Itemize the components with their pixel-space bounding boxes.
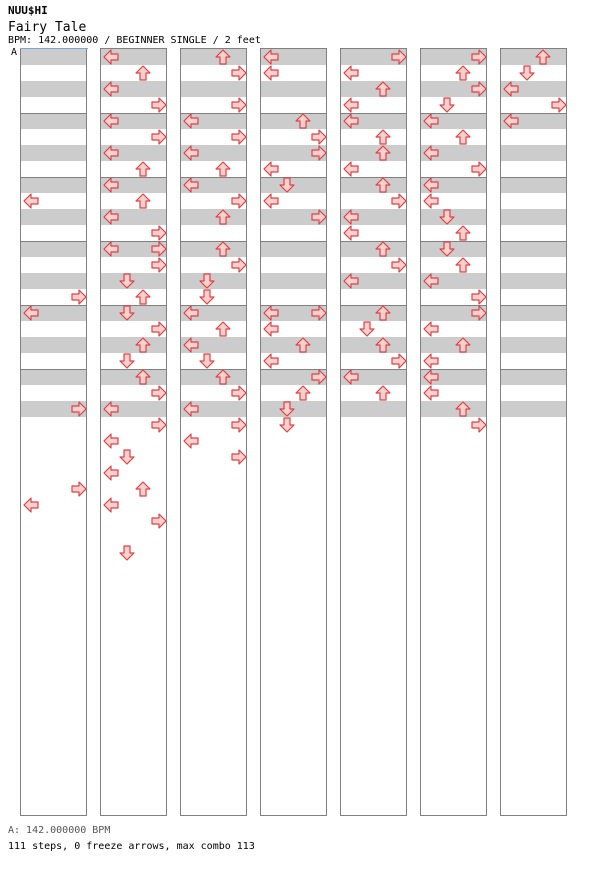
up-arrow-icon: [215, 241, 231, 257]
left-arrow-icon: [263, 49, 279, 65]
measure-line: [341, 241, 406, 242]
beat-band: [341, 401, 406, 417]
left-arrow-icon: [103, 145, 119, 161]
measure-line: [261, 241, 326, 242]
up-arrow-icon: [135, 193, 151, 209]
chart-column: [260, 48, 327, 816]
right-arrow-icon: [231, 65, 247, 81]
beat-band: [21, 337, 86, 353]
up-arrow-icon: [375, 177, 391, 193]
chart-column: [340, 48, 407, 816]
down-arrow-icon: [119, 545, 135, 561]
beat-band: [181, 49, 246, 65]
left-arrow-icon: [103, 433, 119, 449]
down-arrow-icon: [359, 321, 375, 337]
right-arrow-icon: [471, 289, 487, 305]
measure-line: [101, 369, 166, 370]
right-arrow-icon: [471, 81, 487, 97]
chart-column: [20, 48, 87, 816]
left-arrow-icon: [183, 337, 199, 353]
up-arrow-icon: [455, 65, 471, 81]
left-arrow-icon: [423, 369, 439, 385]
up-arrow-icon: [135, 369, 151, 385]
left-arrow-icon: [343, 273, 359, 289]
right-arrow-icon: [471, 305, 487, 321]
right-arrow-icon: [151, 225, 167, 241]
down-arrow-icon: [199, 273, 215, 289]
up-arrow-icon: [535, 49, 551, 65]
right-arrow-icon: [151, 385, 167, 401]
left-arrow-icon: [423, 145, 439, 161]
left-arrow-icon: [343, 65, 359, 81]
measure-line: [501, 241, 566, 242]
chart-column: [500, 48, 567, 816]
left-arrow-icon: [423, 385, 439, 401]
beat-band: [21, 209, 86, 225]
up-arrow-icon: [375, 337, 391, 353]
right-arrow-icon: [391, 49, 407, 65]
left-arrow-icon: [423, 177, 439, 193]
right-arrow-icon: [151, 417, 167, 433]
footer-bpm-note: A: 142.000000 BPM: [8, 825, 111, 836]
beat-band: [21, 241, 86, 257]
right-arrow-icon: [311, 145, 327, 161]
left-arrow-icon: [23, 193, 39, 209]
beat-band: [341, 81, 406, 97]
left-arrow-icon: [423, 353, 439, 369]
left-arrow-icon: [103, 497, 119, 513]
left-arrow-icon: [183, 177, 199, 193]
left-arrow-icon: [263, 161, 279, 177]
right-arrow-icon: [231, 449, 247, 465]
beat-band: [181, 241, 246, 257]
left-arrow-icon: [503, 81, 519, 97]
down-arrow-icon: [279, 401, 295, 417]
beat-band: [261, 113, 326, 129]
right-arrow-icon: [151, 321, 167, 337]
up-arrow-icon: [455, 401, 471, 417]
beat-band: [501, 337, 566, 353]
right-arrow-icon: [151, 257, 167, 273]
chart-column: [420, 48, 487, 816]
up-arrow-icon: [375, 385, 391, 401]
measure-line: [501, 369, 566, 370]
footer-stats: 111 steps, 0 freeze arrows, max combo 113: [8, 841, 255, 852]
left-arrow-icon: [183, 305, 199, 321]
left-arrow-icon: [263, 305, 279, 321]
up-arrow-icon: [375, 241, 391, 257]
beat-band: [341, 145, 406, 161]
right-arrow-icon: [471, 417, 487, 433]
right-arrow-icon: [311, 305, 327, 321]
right-arrow-icon: [231, 417, 247, 433]
measure-line: [21, 369, 86, 370]
beat-band: [421, 401, 486, 417]
right-arrow-icon: [151, 129, 167, 145]
right-arrow-icon: [151, 513, 167, 529]
down-arrow-icon: [439, 241, 455, 257]
measure-line: [261, 113, 326, 114]
beat-band: [501, 369, 566, 385]
down-arrow-icon: [199, 289, 215, 305]
left-arrow-icon: [423, 113, 439, 129]
left-arrow-icon: [103, 401, 119, 417]
bpm-marker-label: A: [11, 47, 18, 58]
right-arrow-icon: [391, 193, 407, 209]
beat-band: [421, 337, 486, 353]
left-arrow-icon: [103, 209, 119, 225]
left-arrow-icon: [103, 241, 119, 257]
right-arrow-icon: [231, 97, 247, 113]
up-arrow-icon: [295, 337, 311, 353]
beat-band: [21, 81, 86, 97]
bpm-marker-line: [20, 48, 88, 49]
left-arrow-icon: [103, 113, 119, 129]
beat-band: [501, 209, 566, 225]
measure-line: [181, 369, 246, 370]
right-arrow-icon: [471, 161, 487, 177]
right-arrow-icon: [311, 369, 327, 385]
beat-band: [21, 49, 86, 65]
left-arrow-icon: [103, 49, 119, 65]
up-arrow-icon: [215, 209, 231, 225]
left-arrow-icon: [23, 497, 39, 513]
right-arrow-icon: [231, 385, 247, 401]
up-arrow-icon: [295, 113, 311, 129]
up-arrow-icon: [375, 129, 391, 145]
beat-band: [341, 305, 406, 321]
right-arrow-icon: [71, 289, 87, 305]
left-arrow-icon: [343, 113, 359, 129]
beat-band: [501, 273, 566, 289]
down-arrow-icon: [279, 417, 295, 433]
up-arrow-icon: [455, 225, 471, 241]
measure-line: [501, 177, 566, 178]
right-arrow-icon: [311, 129, 327, 145]
left-arrow-icon: [183, 401, 199, 417]
artist-name: NUU$HI: [8, 4, 48, 17]
beat-band: [181, 369, 246, 385]
right-arrow-icon: [151, 241, 167, 257]
beat-band: [501, 177, 566, 193]
measure-line: [21, 177, 86, 178]
right-arrow-icon: [231, 129, 247, 145]
left-arrow-icon: [343, 225, 359, 241]
left-arrow-icon: [343, 369, 359, 385]
left-arrow-icon: [263, 65, 279, 81]
left-arrow-icon: [183, 145, 199, 161]
beat-band: [21, 369, 86, 385]
up-arrow-icon: [455, 257, 471, 273]
up-arrow-icon: [215, 321, 231, 337]
right-arrow-icon: [391, 257, 407, 273]
left-arrow-icon: [183, 113, 199, 129]
beat-band: [181, 209, 246, 225]
measure-line: [501, 305, 566, 306]
down-arrow-icon: [119, 449, 135, 465]
right-arrow-icon: [231, 193, 247, 209]
right-arrow-icon: [151, 97, 167, 113]
up-arrow-icon: [135, 481, 151, 497]
beat-band: [101, 369, 166, 385]
beat-band: [261, 241, 326, 257]
down-arrow-icon: [119, 273, 135, 289]
measure-line: [341, 305, 406, 306]
left-arrow-icon: [343, 97, 359, 113]
beat-band: [21, 273, 86, 289]
beat-band: [501, 49, 566, 65]
left-arrow-icon: [103, 81, 119, 97]
down-arrow-icon: [279, 177, 295, 193]
beat-band: [21, 177, 86, 193]
song-title: Fairy Tale: [8, 20, 87, 35]
down-arrow-icon: [519, 65, 535, 81]
down-arrow-icon: [119, 305, 135, 321]
beat-band: [101, 337, 166, 353]
measure-line: [181, 241, 246, 242]
up-arrow-icon: [215, 369, 231, 385]
measure-line: [21, 113, 86, 114]
left-arrow-icon: [423, 193, 439, 209]
left-arrow-icon: [343, 161, 359, 177]
right-arrow-icon: [71, 401, 87, 417]
up-arrow-icon: [455, 129, 471, 145]
beat-band: [501, 241, 566, 257]
left-arrow-icon: [103, 177, 119, 193]
up-arrow-icon: [375, 145, 391, 161]
left-arrow-icon: [103, 465, 119, 481]
up-arrow-icon: [135, 161, 151, 177]
right-arrow-icon: [471, 49, 487, 65]
chart-column: [180, 48, 247, 816]
left-arrow-icon: [343, 209, 359, 225]
left-arrow-icon: [263, 321, 279, 337]
up-arrow-icon: [455, 337, 471, 353]
left-arrow-icon: [263, 353, 279, 369]
beat-band: [261, 81, 326, 97]
up-arrow-icon: [375, 81, 391, 97]
down-arrow-icon: [439, 97, 455, 113]
left-arrow-icon: [183, 433, 199, 449]
left-arrow-icon: [423, 273, 439, 289]
up-arrow-icon: [135, 65, 151, 81]
right-arrow-icon: [71, 481, 87, 497]
down-arrow-icon: [199, 353, 215, 369]
down-arrow-icon: [119, 353, 135, 369]
beat-band: [21, 145, 86, 161]
beat-band: [501, 145, 566, 161]
beat-band: [501, 305, 566, 321]
left-arrow-icon: [503, 113, 519, 129]
chart-column: [100, 48, 167, 816]
right-arrow-icon: [231, 257, 247, 273]
beat-band: [341, 177, 406, 193]
down-arrow-icon: [439, 209, 455, 225]
up-arrow-icon: [215, 49, 231, 65]
measure-line: [341, 177, 406, 178]
right-arrow-icon: [311, 209, 327, 225]
beat-band: [181, 81, 246, 97]
right-arrow-icon: [391, 353, 407, 369]
up-arrow-icon: [375, 305, 391, 321]
beat-band: [261, 337, 326, 353]
up-arrow-icon: [135, 289, 151, 305]
left-arrow-icon: [423, 321, 439, 337]
up-arrow-icon: [215, 161, 231, 177]
beat-band: [261, 273, 326, 289]
up-arrow-icon: [295, 385, 311, 401]
left-arrow-icon: [23, 305, 39, 321]
up-arrow-icon: [135, 337, 151, 353]
beat-band: [501, 401, 566, 417]
beat-band: [21, 113, 86, 129]
measure-line: [21, 241, 86, 242]
beat-band: [341, 241, 406, 257]
chart-meta: BPM: 142.000000 / BEGINNER SINGLE / 2 feet: [8, 35, 261, 46]
right-arrow-icon: [551, 97, 567, 113]
left-arrow-icon: [263, 193, 279, 209]
beat-band: [341, 337, 406, 353]
